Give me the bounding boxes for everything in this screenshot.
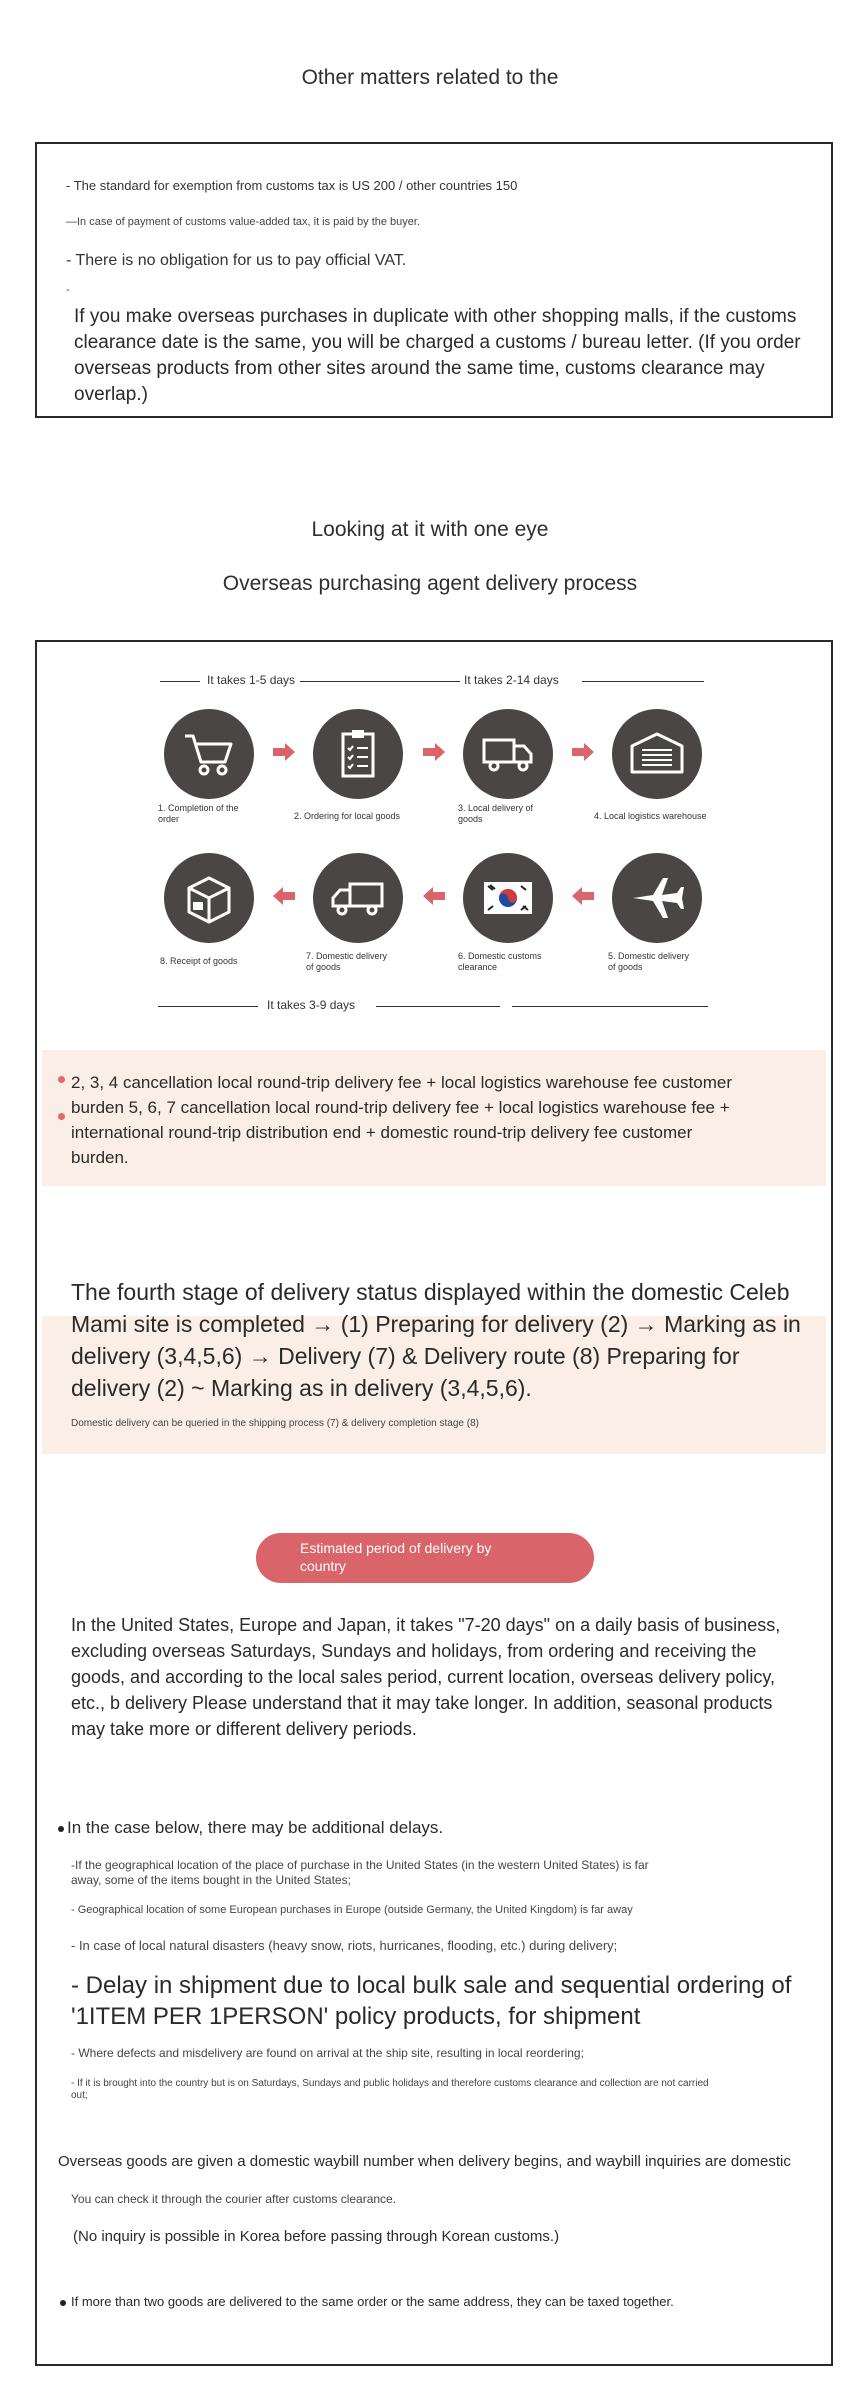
delay-heading: In the case below, there may be additional delays.: [67, 1818, 444, 1837]
step-5-caption: 5. Domestic delivery of goods: [608, 951, 690, 972]
bullet-dot: [58, 1826, 64, 1832]
package-icon: [179, 868, 239, 928]
step-6-circle: [463, 853, 553, 943]
arrow-left-icon: [273, 887, 295, 905]
waybill-text: Overseas goods are given a domestic waybill number when delivery begins, and waybill inquiries are domestic: [58, 2153, 791, 2170]
section-title-other-matters: Other matters related to the: [301, 66, 559, 89]
warehouse-icon: [627, 724, 687, 784]
no-vat-obligation-text: - There is no obligation for us to pay official VAT.: [66, 252, 407, 269]
step-5-circle: [612, 853, 702, 943]
other-matters-box: [35, 142, 833, 418]
vat-payment-text: —In case of payment of customs value-added tax, it is paid by the buyer.: [66, 216, 421, 228]
estimated-period-pill: [256, 1533, 594, 1583]
delay-item-disasters: - In case of local natural disasters (heavy snow, riots, hurricanes, flooding, etc.) during delivery;: [71, 1938, 618, 1953]
duplicate-purchase-text: If you make overseas purchases in duplicate with other shopping malls, if the customs clearance date is the same, you will be charged a customs / bureau letter. (If you order overseas products from other sites around the same time, customs clearance may overlap.): [74, 306, 801, 405]
korea-customs-note: (No inquiry is possible in Korea before passing through Korean customs.): [73, 2228, 560, 2245]
arrow-right-icon: [423, 743, 445, 761]
airplane-icon: [627, 868, 687, 928]
section-title-delivery-process: Overseas purchasing agent delivery process: [222, 572, 638, 595]
step-6-caption: 6. Domestic customs clearance: [458, 951, 542, 972]
shopping-cart-icon: [179, 724, 239, 784]
bullet-dot: [58, 1076, 65, 1083]
delay-item-holidays: - If it is brought into the country but is on Saturdays, Sundays and public holidays and therefore customs clearance and collection are not carried out;: [71, 2078, 709, 2101]
timeline-line: [158, 1006, 258, 1007]
timeline-line: [512, 1006, 708, 1007]
step-3-caption: 3. Local delivery of goods: [458, 803, 534, 824]
step-3-circle: [463, 709, 553, 799]
arrow-left-icon: [572, 887, 594, 905]
clipboard-icon: [328, 724, 388, 784]
step-1-circle: [164, 709, 254, 799]
timeline-label-3-9-days: It takes 3-9 days: [267, 998, 356, 1012]
timeline-line: [360, 681, 460, 682]
step-1-caption: 1. Completion of the order: [158, 803, 239, 824]
delivery-period-text: In the United States, Europe and Japan, it takes "7-20 days" on a daily basis of business, excluding overseas Saturdays, Sundays and holidays, from ordering and receiving the goods, and according to the local sales period, current location, overseas delivery policy, etc., b delivery Please understand that it may take longer. In addition, seasonal products may take more or different delivery periods.: [71, 1615, 781, 1739]
cancellation-fee-text: 2, 3, 4 cancellation local round-trip delivery fee + local logistics warehouse fee customer burden 5, 6, 7 cancellation local round-trip delivery fee + local logistics warehouse fee + international round-trip distribution end + domestic round-trip delivery fee customer burden.: [71, 1073, 732, 1167]
timeline-line: [160, 681, 200, 682]
step-8-caption: 8. Receipt of goods: [160, 956, 238, 966]
step-4-caption: 4. Local logistics warehouse: [594, 811, 707, 821]
timeline-line: [582, 681, 704, 682]
step-8-circle: [164, 853, 254, 943]
arrow-right-icon: [273, 743, 295, 761]
step-7-circle: [313, 853, 403, 943]
truck-icon: [478, 724, 538, 784]
korea-flag-icon: [478, 868, 538, 928]
delay-item-defects: - Where defects and misdelivery are found on arrival at the ship site, resulting in local reordering;: [71, 2046, 584, 2060]
step-2-circle: [313, 709, 403, 799]
delay-item-europe: - Geographical location of some European purchases in Europe (outside Germany, the United Kingdom) is far away: [71, 1904, 633, 1916]
delay-item-us: -If the geographical location of the place of purchase in the United States (in the western United States) is far away, some of the items bought in the United States;: [71, 1858, 649, 1887]
waybill-courier-note: You can check it through the courier after customs clearance.: [71, 2192, 397, 2206]
delay-item-bulk-sale: - Delay in shipment due to local bulk sale and sequential ordering of '1ITEM PER 1PERSON' policy products, for shipment: [71, 1972, 792, 2030]
customs-exemption-text: - The standard for exemption from customs tax is US 200 / other countries 150: [66, 178, 518, 193]
timeline-label-2-14-days: It takes 2-14 days: [464, 673, 559, 687]
bullet-dot: [60, 2300, 66, 2306]
arrow-left-icon: [423, 887, 445, 905]
step-7-caption: 7. Domestic delivery of goods: [306, 951, 388, 972]
section-title-one-eye: Looking at it with one eye: [311, 518, 549, 541]
truck-icon: [328, 868, 388, 928]
arrow-right-icon: [572, 743, 594, 761]
bullet-dot: [58, 1113, 65, 1120]
timeline-line: [376, 1006, 500, 1007]
step-4-circle: [612, 709, 702, 799]
estimated-period-label: Estimated period of delivery by country: [300, 1540, 492, 1574]
combined-tax-note: If more than two goods are delivered to the same order or the same address, they can be taxed together.: [71, 2294, 674, 2309]
domestic-query-note: Domestic delivery can be queried in the shipping process (7) & delivery completion stage (8): [71, 1418, 479, 1429]
dash-marker: -: [66, 284, 70, 296]
step-2-caption: 2. Ordering for local goods: [294, 811, 401, 821]
timeline-label-1-5-days: It takes 1-5 days: [207, 673, 296, 687]
delivery-status-text: The fourth stage of delivery status displayed within the domestic Celeb Mami site is completed → (1) Preparing for delivery (2) → Marking as in delivery (3,4,5,6) → Delivery (7) & Delivery route (8) Preparing for delivery (2) ~ Marking as in delivery (3,4,5,6).: [71, 1279, 801, 1401]
